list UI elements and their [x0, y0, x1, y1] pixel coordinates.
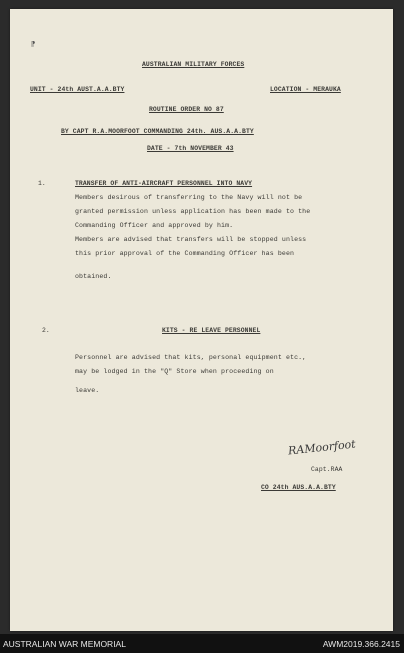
handwritten-signature: RAMoorfoot: [287, 437, 357, 458]
body-line: this prior approval of the Commanding Officer has been: [75, 250, 295, 257]
body-line: may be lodged in the "Q" Store when proceeding on: [75, 368, 274, 375]
body-line: Members desirous of transferring to the Navy will not be: [75, 194, 303, 201]
item-heading: KITS - RE LEAVE PERSONNEL: [162, 327, 261, 334]
document-page: [10, 9, 393, 631]
signatory-unit: CO 24th AUS.A.A.BTY: [261, 484, 336, 491]
signatory-rank: Capt.RAA: [311, 466, 343, 473]
footer-credit: AUSTRALIAN WAR MEMORIAL: [3, 639, 126, 649]
unit-line: UNIT - 24th AUST.A.A.BTY: [30, 86, 125, 93]
footer-bar: [0, 634, 404, 653]
footer-accession-number: AWM2019.366.2415: [322, 639, 400, 649]
item-number: 2.: [42, 327, 50, 334]
body-line: Personnel are advised that kits, personal equipment etc.,: [75, 354, 307, 361]
body-line: leave.: [75, 387, 100, 394]
item-heading: TRANSFER OF ANTI-AIRCRAFT PERSONNEL INTO NAVY: [75, 180, 253, 187]
margin-mark: ⁋: [31, 41, 36, 49]
body-line: Members are advised that transfers will be stopped unless: [75, 236, 307, 243]
item-number: 1.: [38, 180, 46, 187]
order-number: ROUTINE ORDER NO 87: [149, 106, 224, 113]
order-date: DATE - 7th NOVEMBER 43: [147, 145, 234, 152]
document-title: AUSTRALIAN MILITARY FORCES: [142, 61, 245, 68]
body-line: granted permission unless application has been made to the: [75, 208, 311, 215]
body-line: Commanding Officer and approved by him.: [75, 222, 234, 229]
location-line: LOCATION - MERAUKA: [270, 86, 341, 93]
issued-by: BY CAPT R.A.MOORFOOT COMMANDING 24th. AUS.A.A.BTY: [61, 128, 254, 135]
body-line: obtained.: [75, 273, 112, 280]
